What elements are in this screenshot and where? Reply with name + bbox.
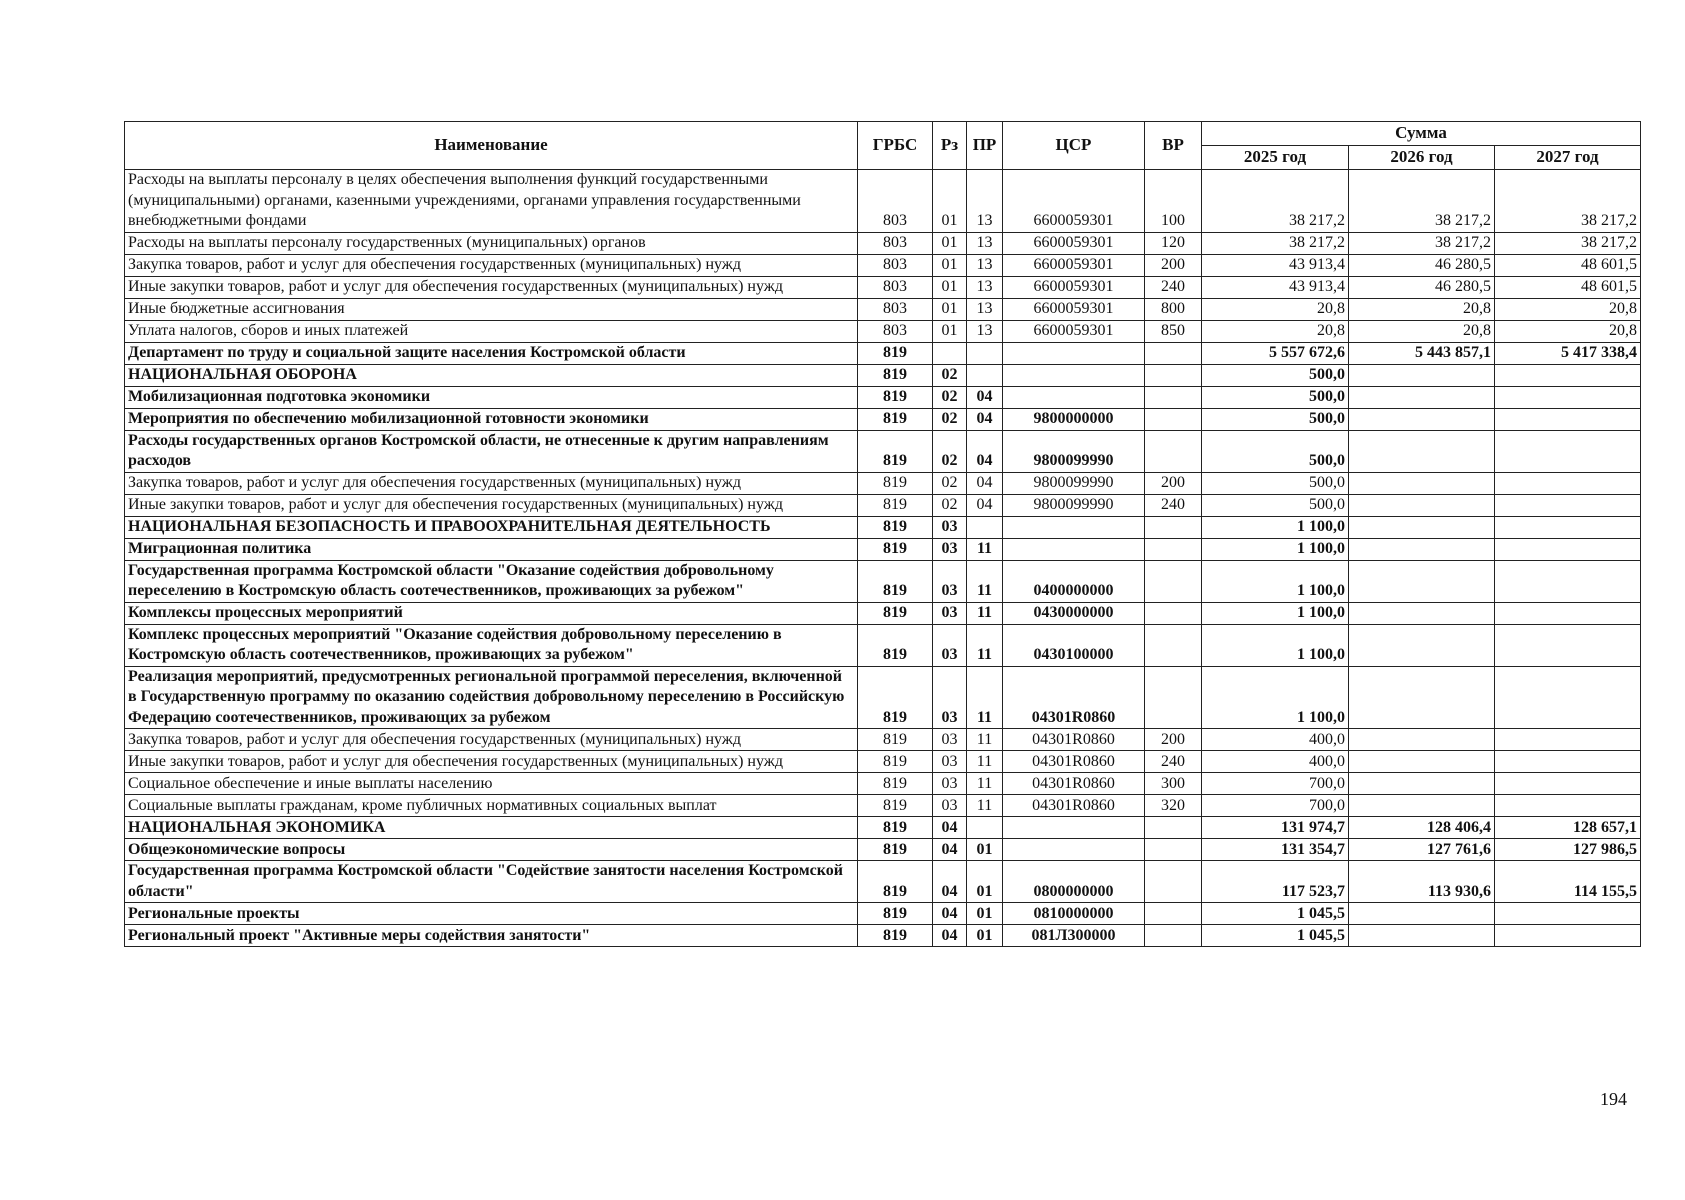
cell-vr: 120 <box>1145 232 1202 254</box>
cell-y2027 <box>1495 560 1641 602</box>
cell-grbs: 803 <box>858 170 933 233</box>
table-row <box>125 254 1641 276</box>
cell-grbs: 819 <box>858 516 933 538</box>
cell-pr: 01 <box>967 861 1003 903</box>
cell-y2026: 113 930,6 <box>1349 861 1495 903</box>
table-row <box>125 560 1641 602</box>
cell-vr <box>1145 624 1202 666</box>
cell-pr: 11 <box>967 666 1003 729</box>
cell-grbs: 819 <box>858 602 933 624</box>
table-row <box>125 817 1641 839</box>
cell-y2027: 114 155,5 <box>1495 861 1641 903</box>
cell-vr: 320 <box>1145 795 1202 817</box>
cell-pr: 11 <box>967 560 1003 602</box>
cell-rz: 02 <box>933 494 967 516</box>
cell-csr: 0800000000 <box>1003 861 1145 903</box>
cell-rz: 02 <box>933 386 967 408</box>
cell-y2025: 400,0 <box>1202 729 1349 751</box>
cell-y2026: 5 443 857,1 <box>1349 342 1495 364</box>
budget-table <box>124 121 1641 947</box>
header-csr: ЦСР <box>1003 122 1145 170</box>
cell-rz: 03 <box>933 795 967 817</box>
cell-csr: 6600059301 <box>1003 298 1145 320</box>
cell-y2026: 38 217,2 <box>1349 170 1495 233</box>
cell-y2026: 127 761,6 <box>1349 839 1495 861</box>
cell-grbs: 819 <box>858 386 933 408</box>
cell-y2025: 500,0 <box>1202 494 1349 516</box>
cell-y2025: 1 100,0 <box>1202 666 1349 729</box>
cell-y2026 <box>1349 666 1495 729</box>
cell-vr <box>1145 538 1202 560</box>
cell-y2025: 500,0 <box>1202 472 1349 494</box>
cell-vr <box>1145 364 1202 386</box>
table-row <box>125 839 1641 861</box>
table-row <box>125 538 1641 560</box>
cell-vr: 100 <box>1145 170 1202 233</box>
cell-y2025: 43 913,4 <box>1202 254 1349 276</box>
cell-y2027: 20,8 <box>1495 320 1641 342</box>
cell-rz: 03 <box>933 729 967 751</box>
table-header <box>125 122 1641 170</box>
cell-name: Иные закупки товаров, работ и услуг для обеспечения государственных (муниципальных) нужд <box>125 494 858 516</box>
cell-rz: 03 <box>933 624 967 666</box>
cell-y2026 <box>1349 624 1495 666</box>
cell-rz: 04 <box>933 839 967 861</box>
cell-y2027 <box>1495 925 1641 947</box>
cell-grbs: 819 <box>858 538 933 560</box>
cell-vr <box>1145 925 1202 947</box>
cell-y2025: 117 523,7 <box>1202 861 1349 903</box>
cell-y2026 <box>1349 408 1495 430</box>
cell-grbs: 819 <box>858 342 933 364</box>
cell-vr <box>1145 386 1202 408</box>
header-rz: Рз <box>933 122 967 170</box>
cell-vr <box>1145 342 1202 364</box>
cell-y2025: 500,0 <box>1202 386 1349 408</box>
cell-csr: 081Л300000 <box>1003 925 1145 947</box>
header-year-2027: 2027 год <box>1495 146 1641 170</box>
cell-y2026: 128 406,4 <box>1349 817 1495 839</box>
cell-pr: 11 <box>967 795 1003 817</box>
cell-y2027 <box>1495 408 1641 430</box>
cell-name: НАЦИОНАЛЬНАЯ ЭКОНОМИКА <box>125 817 858 839</box>
table-row <box>125 386 1641 408</box>
cell-y2026 <box>1349 751 1495 773</box>
cell-y2026 <box>1349 903 1495 925</box>
cell-y2025: 38 217,2 <box>1202 170 1349 233</box>
cell-rz: 02 <box>933 430 967 472</box>
table-row <box>125 430 1641 472</box>
cell-pr: 13 <box>967 276 1003 298</box>
cell-csr: 6600059301 <box>1003 254 1145 276</box>
cell-y2026 <box>1349 602 1495 624</box>
cell-y2025: 20,8 <box>1202 320 1349 342</box>
cell-y2027 <box>1495 430 1641 472</box>
cell-y2025: 20,8 <box>1202 298 1349 320</box>
cell-name: НАЦИОНАЛЬНАЯ БЕЗОПАСНОСТЬ И ПРАВООХРАНИТЕЛЬНАЯ ДЕЯТЕЛЬНОСТЬ <box>125 516 858 538</box>
cell-y2025: 131 974,7 <box>1202 817 1349 839</box>
cell-name: Общеэкономические вопросы <box>125 839 858 861</box>
cell-grbs: 819 <box>858 861 933 903</box>
cell-rz: 01 <box>933 170 967 233</box>
table-row <box>125 795 1641 817</box>
cell-name: Региональные проекты <box>125 903 858 925</box>
cell-rz: 03 <box>933 751 967 773</box>
cell-rz: 04 <box>933 925 967 947</box>
cell-grbs: 819 <box>858 430 933 472</box>
cell-rz: 01 <box>933 298 967 320</box>
cell-y2027 <box>1495 538 1641 560</box>
page-number: 194 <box>1600 1089 1627 1109</box>
header-pr: ПР <box>967 122 1003 170</box>
cell-csr: 6600059301 <box>1003 170 1145 233</box>
cell-y2025: 1 100,0 <box>1202 624 1349 666</box>
cell-pr <box>967 342 1003 364</box>
table-row <box>125 751 1641 773</box>
cell-pr: 01 <box>967 925 1003 947</box>
cell-name: Иные закупки товаров, работ и услуг для обеспечения государственных (муниципальных) нужд <box>125 751 858 773</box>
cell-y2027 <box>1495 903 1641 925</box>
cell-csr: 0430000000 <box>1003 602 1145 624</box>
cell-y2026 <box>1349 773 1495 795</box>
cell-y2027: 48 601,5 <box>1495 276 1641 298</box>
cell-pr: 04 <box>967 408 1003 430</box>
cell-vr: 240 <box>1145 276 1202 298</box>
cell-name: Комплексы процессных мероприятий <box>125 602 858 624</box>
table-row <box>125 666 1641 729</box>
cell-rz: 02 <box>933 364 967 386</box>
cell-pr <box>967 817 1003 839</box>
cell-rz: 03 <box>933 516 967 538</box>
cell-csr: 04301R0860 <box>1003 751 1145 773</box>
cell-vr: 200 <box>1145 254 1202 276</box>
cell-y2027 <box>1495 494 1641 516</box>
cell-csr <box>1003 516 1145 538</box>
cell-pr: 13 <box>967 170 1003 233</box>
table-row <box>125 516 1641 538</box>
cell-pr: 11 <box>967 729 1003 751</box>
table-row <box>125 602 1641 624</box>
cell-grbs: 819 <box>858 903 933 925</box>
cell-y2025: 500,0 <box>1202 408 1349 430</box>
cell-y2027 <box>1495 516 1641 538</box>
cell-y2027: 20,8 <box>1495 298 1641 320</box>
cell-rz: 03 <box>933 602 967 624</box>
cell-grbs: 803 <box>858 254 933 276</box>
cell-y2025: 43 913,4 <box>1202 276 1349 298</box>
cell-vr: 300 <box>1145 773 1202 795</box>
cell-vr <box>1145 516 1202 538</box>
cell-grbs: 819 <box>858 666 933 729</box>
cell-pr: 04 <box>967 494 1003 516</box>
cell-vr <box>1145 430 1202 472</box>
cell-rz: 04 <box>933 861 967 903</box>
cell-grbs: 819 <box>858 560 933 602</box>
cell-grbs: 803 <box>858 320 933 342</box>
cell-name: Мобилизационная подготовка экономики <box>125 386 858 408</box>
cell-y2027: 48 601,5 <box>1495 254 1641 276</box>
cell-y2026: 20,8 <box>1349 320 1495 342</box>
cell-rz: 03 <box>933 773 967 795</box>
cell-name: Расходы государственных органов Костромской области, не отнесенные к другим направлениям расходов <box>125 430 858 472</box>
cell-y2027 <box>1495 729 1641 751</box>
cell-y2027: 127 986,5 <box>1495 839 1641 861</box>
cell-rz <box>933 342 967 364</box>
cell-name: НАЦИОНАЛЬНАЯ ОБОРОНА <box>125 364 858 386</box>
cell-csr: 9800000000 <box>1003 408 1145 430</box>
cell-csr: 04301R0860 <box>1003 666 1145 729</box>
cell-name: Миграционная политика <box>125 538 858 560</box>
cell-csr: 9800099990 <box>1003 472 1145 494</box>
cell-y2025: 5 557 672,6 <box>1202 342 1349 364</box>
cell-y2027: 5 417 338,4 <box>1495 342 1641 364</box>
cell-y2027 <box>1495 751 1641 773</box>
cell-vr <box>1145 817 1202 839</box>
cell-rz: 03 <box>933 538 967 560</box>
cell-pr: 11 <box>967 751 1003 773</box>
cell-y2027 <box>1495 386 1641 408</box>
table-row <box>125 472 1641 494</box>
cell-pr: 01 <box>967 839 1003 861</box>
cell-y2025: 400,0 <box>1202 751 1349 773</box>
cell-grbs: 819 <box>858 773 933 795</box>
cell-y2026 <box>1349 364 1495 386</box>
cell-grbs: 819 <box>858 624 933 666</box>
cell-y2025: 1 100,0 <box>1202 538 1349 560</box>
cell-name: Закупка товаров, работ и услуг для обеспечения государственных (муниципальных) нужд <box>125 254 858 276</box>
cell-csr: 9800099990 <box>1003 430 1145 472</box>
cell-rz: 04 <box>933 817 967 839</box>
cell-y2025: 500,0 <box>1202 430 1349 472</box>
cell-vr: 200 <box>1145 729 1202 751</box>
cell-y2026 <box>1349 560 1495 602</box>
cell-pr: 11 <box>967 624 1003 666</box>
cell-rz: 01 <box>933 276 967 298</box>
cell-csr: 6600059301 <box>1003 232 1145 254</box>
cell-name: Реализация мероприятий, предусмотренных региональной программой переселения, включенной в Государственную программу по оказанию содействия добровольному переселению в Российскую Федерацию соотечественников, проживающих за рубежом <box>125 666 858 729</box>
cell-y2025: 131 354,7 <box>1202 839 1349 861</box>
cell-vr: 800 <box>1145 298 1202 320</box>
cell-pr: 01 <box>967 903 1003 925</box>
cell-grbs: 819 <box>858 364 933 386</box>
cell-csr: 04301R0860 <box>1003 773 1145 795</box>
cell-y2027: 38 217,2 <box>1495 232 1641 254</box>
cell-y2027 <box>1495 666 1641 729</box>
cell-grbs: 819 <box>858 795 933 817</box>
cell-y2026: 46 280,5 <box>1349 276 1495 298</box>
cell-grbs: 819 <box>858 494 933 516</box>
cell-rz: 01 <box>933 254 967 276</box>
cell-csr: 04301R0860 <box>1003 729 1145 751</box>
cell-y2025: 1 100,0 <box>1202 516 1349 538</box>
table-row <box>125 624 1641 666</box>
cell-pr: 04 <box>967 430 1003 472</box>
cell-grbs: 819 <box>858 472 933 494</box>
cell-name: Расходы на выплаты персоналу в целях обеспечения выполнения функций государственными (муниципальными) органами, казенными учреждениями, органами управления государственными внебюджетными фондами <box>125 170 858 233</box>
cell-csr: 04301R0860 <box>1003 795 1145 817</box>
cell-vr <box>1145 903 1202 925</box>
cell-grbs: 803 <box>858 276 933 298</box>
cell-csr: 6600059301 <box>1003 276 1145 298</box>
cell-csr: 6600059301 <box>1003 320 1145 342</box>
table-row <box>125 925 1641 947</box>
table-row <box>125 320 1641 342</box>
cell-y2027: 38 217,2 <box>1495 170 1641 233</box>
cell-csr: 0810000000 <box>1003 903 1145 925</box>
cell-vr <box>1145 666 1202 729</box>
cell-name: Уплата налогов, сборов и иных платежей <box>125 320 858 342</box>
cell-grbs: 819 <box>858 839 933 861</box>
cell-vr: 240 <box>1145 751 1202 773</box>
cell-y2026: 38 217,2 <box>1349 232 1495 254</box>
cell-pr: 11 <box>967 773 1003 795</box>
cell-rz: 01 <box>933 320 967 342</box>
cell-pr: 13 <box>967 254 1003 276</box>
cell-y2026 <box>1349 386 1495 408</box>
cell-y2025: 700,0 <box>1202 773 1349 795</box>
cell-csr: 9800099990 <box>1003 494 1145 516</box>
cell-y2026: 20,8 <box>1349 298 1495 320</box>
header-sum: Сумма <box>1202 122 1641 146</box>
cell-y2026 <box>1349 430 1495 472</box>
cell-y2025: 1 100,0 <box>1202 602 1349 624</box>
cell-rz: 02 <box>933 408 967 430</box>
cell-csr <box>1003 538 1145 560</box>
cell-grbs: 819 <box>858 408 933 430</box>
table-row <box>125 170 1641 233</box>
cell-name: Социальные выплаты гражданам, кроме публичных нормативных социальных выплат <box>125 795 858 817</box>
cell-y2026 <box>1349 925 1495 947</box>
cell-name: Расходы на выплаты персоналу государственных (муниципальных) органов <box>125 232 858 254</box>
header-year-2026: 2026 год <box>1349 146 1495 170</box>
cell-y2027 <box>1495 624 1641 666</box>
cell-pr <box>967 364 1003 386</box>
cell-rz: 01 <box>933 232 967 254</box>
cell-csr <box>1003 817 1145 839</box>
cell-y2025: 1 045,5 <box>1202 903 1349 925</box>
cell-rz: 03 <box>933 666 967 729</box>
table-row <box>125 729 1641 751</box>
cell-y2025: 500,0 <box>1202 364 1349 386</box>
cell-y2027 <box>1495 602 1641 624</box>
cell-name: Государственная программа Костромской области "Оказание содействия добровольному переселению в Костромскую область соотечественников, проживающих за рубежом" <box>125 560 858 602</box>
table-row <box>125 342 1641 364</box>
cell-vr <box>1145 602 1202 624</box>
cell-csr <box>1003 386 1145 408</box>
cell-y2026 <box>1349 729 1495 751</box>
cell-name: Региональный проект "Активные меры содействия занятости" <box>125 925 858 947</box>
cell-y2027 <box>1495 773 1641 795</box>
cell-grbs: 819 <box>858 925 933 947</box>
cell-y2026 <box>1349 538 1495 560</box>
cell-vr <box>1145 408 1202 430</box>
cell-vr <box>1145 839 1202 861</box>
cell-y2026 <box>1349 795 1495 817</box>
cell-csr <box>1003 839 1145 861</box>
cell-pr: 13 <box>967 232 1003 254</box>
cell-grbs: 803 <box>858 232 933 254</box>
table-row <box>125 903 1641 925</box>
cell-name: Закупка товаров, работ и услуг для обеспечения государственных (муниципальных) нужд <box>125 729 858 751</box>
cell-y2025: 38 217,2 <box>1202 232 1349 254</box>
cell-vr <box>1145 861 1202 903</box>
table-body <box>125 170 1641 947</box>
cell-vr: 240 <box>1145 494 1202 516</box>
cell-pr: 04 <box>967 386 1003 408</box>
cell-grbs: 819 <box>858 751 933 773</box>
cell-vr: 200 <box>1145 472 1202 494</box>
cell-rz: 02 <box>933 472 967 494</box>
cell-name: Закупка товаров, работ и услуг для обеспечения государственных (муниципальных) нужд <box>125 472 858 494</box>
cell-name: Мероприятия по обеспечению мобилизационной готовности экономики <box>125 408 858 430</box>
cell-y2025: 1 045,5 <box>1202 925 1349 947</box>
cell-rz: 03 <box>933 560 967 602</box>
table-row <box>125 408 1641 430</box>
cell-name: Департамент по труду и социальной защите населения Костромской области <box>125 342 858 364</box>
cell-y2027 <box>1495 364 1641 386</box>
cell-y2025: 1 100,0 <box>1202 560 1349 602</box>
cell-csr: 0400000000 <box>1003 560 1145 602</box>
cell-name: Социальное обеспечение и иные выплаты населению <box>125 773 858 795</box>
cell-y2026 <box>1349 494 1495 516</box>
cell-name: Государственная программа Костромской области "Содействие занятости населения Костромской области" <box>125 861 858 903</box>
cell-csr <box>1003 342 1145 364</box>
cell-name: Иные закупки товаров, работ и услуг для обеспечения государственных (муниципальных) нужд <box>125 276 858 298</box>
cell-csr: 0430100000 <box>1003 624 1145 666</box>
cell-pr: 11 <box>967 602 1003 624</box>
cell-pr: 13 <box>967 320 1003 342</box>
table-row <box>125 276 1641 298</box>
cell-y2027: 128 657,1 <box>1495 817 1641 839</box>
table-row <box>125 494 1641 516</box>
cell-name: Комплекс процессных мероприятий "Оказание содействия добровольному переселению в Костромскую область соотечественников, проживающих за рубежом" <box>125 624 858 666</box>
header-grbs: ГРБС <box>858 122 933 170</box>
cell-y2026 <box>1349 516 1495 538</box>
cell-y2026 <box>1349 472 1495 494</box>
table-row <box>125 232 1641 254</box>
header-vr: ВР <box>1145 122 1202 170</box>
header-name: Наименование <box>125 122 858 170</box>
table-row <box>125 861 1641 903</box>
cell-y2027 <box>1495 795 1641 817</box>
table-row <box>125 364 1641 386</box>
cell-csr <box>1003 364 1145 386</box>
cell-y2027 <box>1495 472 1641 494</box>
cell-grbs: 819 <box>858 729 933 751</box>
cell-pr: 04 <box>967 472 1003 494</box>
cell-vr: 850 <box>1145 320 1202 342</box>
cell-name: Иные бюджетные ассигнования <box>125 298 858 320</box>
cell-pr: 11 <box>967 538 1003 560</box>
cell-rz: 04 <box>933 903 967 925</box>
cell-y2026: 46 280,5 <box>1349 254 1495 276</box>
cell-grbs: 803 <box>858 298 933 320</box>
cell-y2025: 700,0 <box>1202 795 1349 817</box>
table-row <box>125 773 1641 795</box>
cell-grbs: 819 <box>858 817 933 839</box>
header-year-2025: 2025 год <box>1202 146 1349 170</box>
cell-pr <box>967 516 1003 538</box>
cell-vr <box>1145 560 1202 602</box>
table-row <box>125 298 1641 320</box>
cell-pr: 13 <box>967 298 1003 320</box>
